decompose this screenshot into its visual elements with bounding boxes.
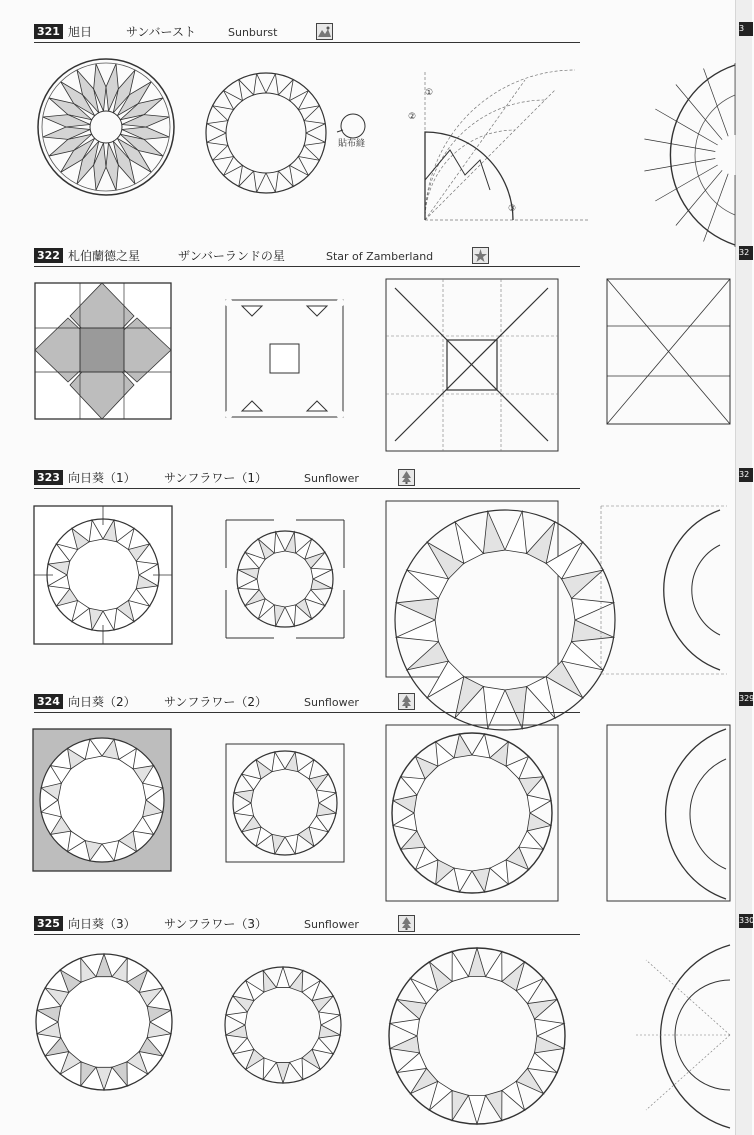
tree-icon bbox=[398, 693, 415, 710]
entry-title-japanese: ザンバーランドの星 bbox=[178, 249, 285, 263]
facing-page-tab: 3 bbox=[739, 22, 753, 36]
entry-header-325 bbox=[34, 914, 580, 935]
facing-page-tab: 329 bbox=[739, 692, 753, 706]
figure-324-construction bbox=[385, 724, 560, 902]
entry-title-japanese: サンバースト bbox=[126, 25, 196, 39]
figure-325-construction bbox=[385, 944, 570, 1130]
entry-number: 323 bbox=[34, 470, 63, 485]
entry-header-321 bbox=[34, 22, 580, 43]
figure-321-full-block bbox=[34, 55, 184, 205]
figure-321-construction bbox=[405, 50, 595, 230]
figure-324-template bbox=[606, 724, 731, 904]
figure-324-pieces bbox=[222, 740, 348, 866]
figure-323-pieces bbox=[222, 516, 348, 642]
entry-title-english: Sunflower bbox=[304, 918, 359, 931]
figure-325-pieces bbox=[218, 960, 348, 1090]
next-page-edge bbox=[735, 0, 752, 1135]
star-icon bbox=[472, 247, 489, 264]
entry-number: 324 bbox=[34, 694, 63, 709]
entry-title-japanese: サンフラワー（3） bbox=[164, 917, 268, 931]
step-marker-2: ② bbox=[408, 112, 417, 122]
step-marker-3: ③ bbox=[508, 204, 517, 214]
figure-323-full-block bbox=[33, 505, 175, 647]
landscape-icon bbox=[316, 23, 333, 40]
entry-title-chinese: 旭日 bbox=[68, 25, 93, 39]
entry-title-english: Sunburst bbox=[228, 26, 278, 39]
entry-title-japanese: サンフラワー（1） bbox=[164, 471, 268, 485]
entry-header-323 bbox=[34, 468, 580, 489]
figure-322-pieces bbox=[222, 296, 347, 421]
entry-number: 321 bbox=[34, 24, 63, 39]
tree-icon bbox=[398, 469, 415, 486]
figure-323-construction bbox=[385, 500, 560, 678]
figure-323-template bbox=[600, 505, 728, 675]
facing-page-tab: 32 bbox=[739, 246, 753, 260]
entry-header-322 bbox=[34, 246, 580, 267]
entry-number: 325 bbox=[34, 916, 63, 931]
figure-322-full-block bbox=[34, 282, 174, 422]
entry-title-japanese: サンフラワー（2） bbox=[164, 695, 268, 709]
facing-page-tab: 330 bbox=[739, 914, 753, 928]
entry-title-chinese: 札伯蘭德之星 bbox=[68, 249, 141, 263]
facing-page-tab: 32 bbox=[739, 468, 753, 482]
figure-322-template bbox=[606, 278, 731, 428]
applique-label: 貼布縫 bbox=[338, 139, 366, 149]
entry-number: 322 bbox=[34, 248, 63, 263]
figure-325-template bbox=[606, 940, 731, 1130]
entry-header-324 bbox=[34, 692, 580, 713]
entry-title-chinese: 向日葵（1） bbox=[68, 471, 136, 485]
entry-title-english: Sunflower bbox=[304, 472, 359, 485]
step-marker-1: ① bbox=[425, 88, 434, 98]
tree-icon bbox=[398, 915, 415, 932]
figure-321-template bbox=[605, 55, 735, 245]
figure-322-construction bbox=[385, 278, 560, 453]
figure-324-full-block bbox=[32, 728, 174, 873]
figure-325-full-block bbox=[32, 950, 177, 1095]
entry-title-english: Star of Zamberland bbox=[326, 250, 434, 263]
entry-title-english: Sunflower bbox=[304, 696, 359, 709]
entry-title-chinese: 向日葵（2） bbox=[68, 695, 136, 709]
figure-321-pieces bbox=[200, 70, 340, 200]
entry-title-chinese: 向日葵（3） bbox=[68, 917, 136, 931]
